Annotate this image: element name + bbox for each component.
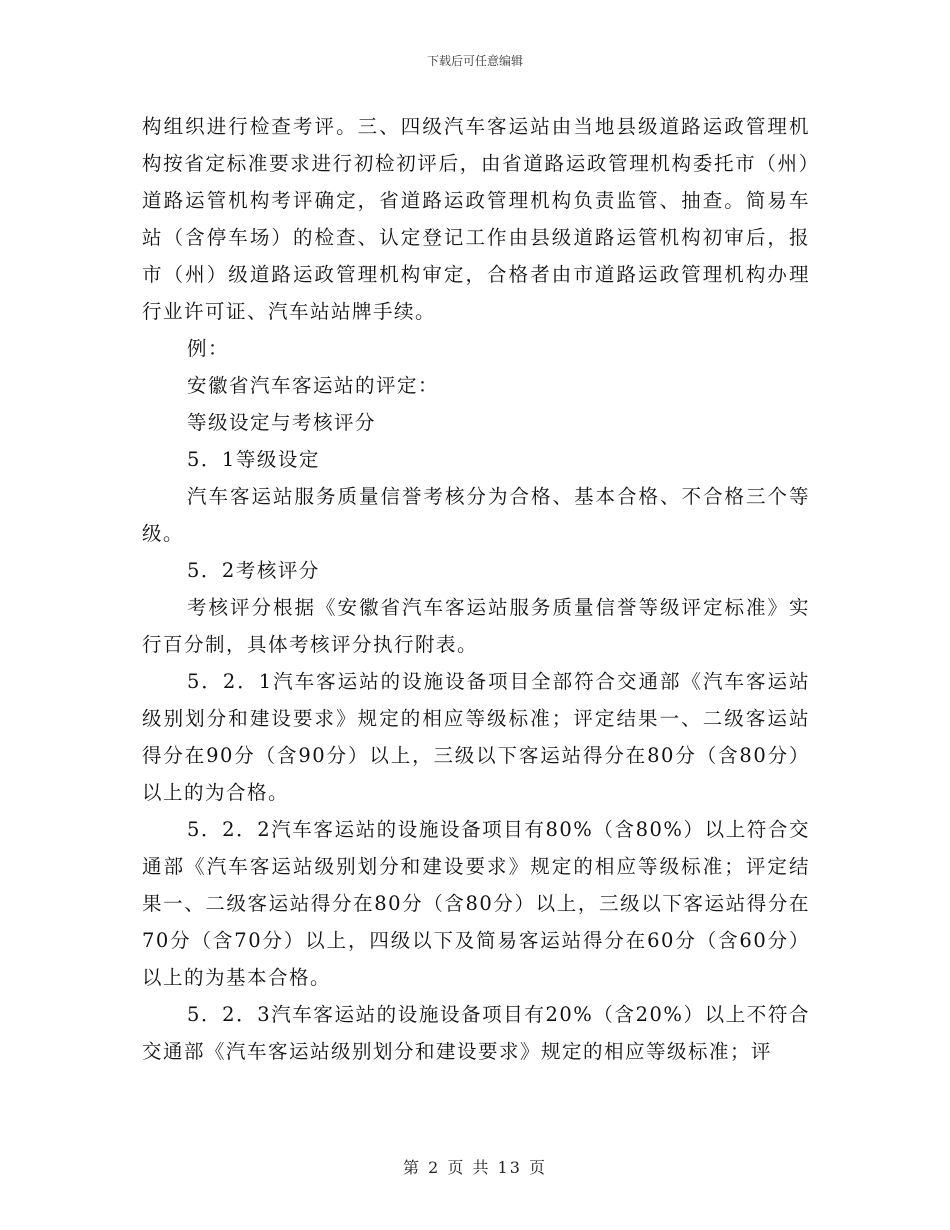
paragraph-anhui-title: 安徽省汽车客运站的评定： xyxy=(187,374,440,397)
paragraph-5-1-body: 汽车客运站服务质量信誉考核分为合格、基本合格、不合格三个等级。 xyxy=(142,485,810,545)
page-header: 下载后可任意编辑 xyxy=(426,54,523,68)
paragraph-example-label: 例： xyxy=(187,337,230,360)
paragraph-5-2-2: 5．2．2汽车客运站的设施设备项目有80%（含80%）以上符合交通部《汽车客运站级别划分和建设要求》规定的相应等级标准；评定结果一、二级客运站得分在80分（含80分）以上，三级以下客运站得分在70分（含70分）以上，四级以下及简易客运站得分在60分（含60分）以上的为基本合格。 xyxy=(142,818,810,989)
paragraph-5-2-3: 5．2．3汽车客运站的设施设备项目有20%（含20%）以上不符合交通部《汽车客运站级别划分和建设要求》规定的相应等级标准；评 xyxy=(142,1003,810,1063)
paragraph-grade-heading: 等级设定与考核评分 xyxy=(187,411,377,434)
page-number-footer: 第 2 页 共 13 页 xyxy=(403,1158,547,1177)
paragraph-5-2-body: 考核评分根据《安徽省汽车客运站服务质量信誉等级评定标准》实行百分制，具体考核评分执行附表。 xyxy=(142,596,810,656)
section-heading-5-1: 5．1等级设定 xyxy=(187,448,320,471)
document-body xyxy=(142,108,810,1070)
paragraph-5-2-1: 5．2．1汽车客运站的设施设备项目全部符合交通部《汽车客运站级别划分和建设要求》规定的相应等级标准；评定结果一、二级客运站得分在90分（含90分）以上，三级以下客运站得分在80分（含80分）以上的为合格。 xyxy=(142,670,810,804)
paragraph-continued: 构组织进行检查考评。三、四级汽车客运站由当地县级道路运政管理机构按省定标准要求进行初检初评后，由省道路运政管理机构委托市（州）道路运管机构考评确定，省道路运政管理机构负责监管、抽查。简易车站（含停车场）的检查、认定登记工作由县级道路运管机构初审后，报市（州）级道路运政管理机构审定，合格者由市道路运政管理机构办理行业许可证、汽车站站牌手续。 xyxy=(142,115,810,323)
section-heading-5-2: 5．2考核评分 xyxy=(187,559,320,582)
